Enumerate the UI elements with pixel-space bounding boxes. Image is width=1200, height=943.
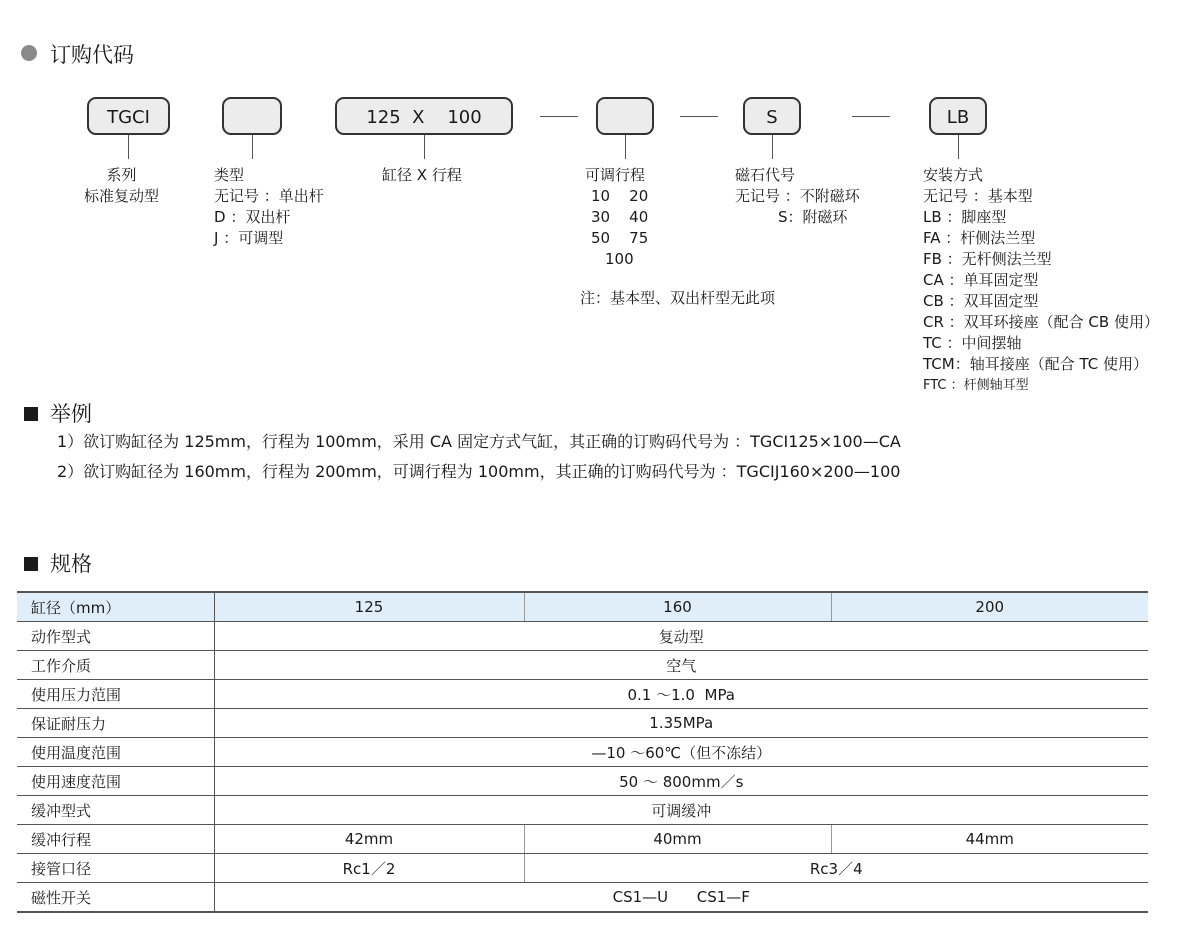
code-box-bore-stroke: 125 X 100	[335, 97, 513, 135]
table-row	[17, 767, 1148, 796]
magnet-desc-title: 磁石代号	[735, 166, 796, 184]
bullet-square-icon	[24, 557, 38, 571]
connector-line	[772, 135, 773, 159]
table-row	[17, 738, 1148, 767]
series-description	[84, 165, 159, 207]
bullet-circle-icon	[21, 45, 37, 61]
bullet-square-icon	[24, 407, 38, 421]
code-box-mount: LB	[929, 97, 987, 135]
table-row	[17, 825, 1148, 854]
adjust-desc-title: 可调行程	[585, 166, 646, 184]
code-box-adjustable	[596, 97, 654, 135]
type-desc-title: 类型	[214, 166, 245, 184]
row-value: 复动型	[214, 622, 1148, 651]
row-value: 42mm	[214, 825, 524, 854]
header-col: 125	[214, 592, 524, 622]
code-dash	[852, 116, 890, 117]
order-code-heading: 订购代码	[50, 43, 134, 67]
row-label: 缓冲型式	[17, 796, 214, 825]
example-item: 1）欲订购缸径为 125mm，行程为 100mm，采用 CA 固定方式气缸，其正确的订购码代号为 ：TGCI125×100—CA	[57, 432, 901, 451]
magnet-description	[735, 165, 860, 228]
mount-description	[923, 165, 1159, 396]
header-col: 160	[524, 592, 831, 622]
connector-line	[424, 135, 425, 159]
row-label: 动作型式	[17, 622, 214, 651]
mount-desc-line: CR ：双耳环接座（配合 CB 使用）	[923, 313, 1159, 331]
mount-desc-line: 无记号 ：基本型	[923, 187, 1033, 205]
row-value: —10 ～60℃（但不冻结）	[214, 738, 1148, 767]
adjust-desc-line: 50 75	[591, 229, 649, 247]
table-header-row	[17, 592, 1148, 622]
adjustable-stroke-description	[585, 165, 648, 270]
mount-desc-line: FA ：杆侧法兰型	[923, 229, 1036, 247]
row-label: 磁性开关	[17, 883, 214, 913]
mount-desc-line: CA ：单耳固定型	[923, 271, 1039, 289]
row-label: 缓冲行程	[17, 825, 214, 854]
row-value: Rc3／4	[524, 854, 1148, 883]
row-label: 使用压力范围	[17, 680, 214, 709]
magnet-desc-line: 无记号 ：不附磁环	[735, 187, 860, 205]
row-value: 0.1 ～1.0 MPa	[214, 680, 1148, 709]
row-label: 保证耐压力	[17, 709, 214, 738]
mount-desc-line: CB ：双耳固定型	[923, 292, 1039, 310]
type-desc-line: 无记号 ：单出杆	[214, 187, 324, 205]
table-row	[17, 854, 1148, 883]
connector-line	[252, 135, 253, 159]
bore-stroke-description: 缸径 X 行程	[382, 166, 462, 184]
type-description	[214, 165, 324, 249]
row-value: 50 ～ 800mm／s	[214, 767, 1148, 796]
series-desc-title: 系列	[106, 166, 137, 184]
table-row	[17, 680, 1148, 709]
code-dash	[680, 116, 718, 117]
example-item: 2）欲订购缸径为 160mm，行程为 200mm，可调行程为 100mm，其正确的订购码代号为 ：TGCIJ160×200—100	[57, 462, 901, 481]
mount-desc-line: FB ：无杆侧法兰型	[923, 250, 1052, 268]
code-box-series: TGCI	[87, 97, 170, 135]
table-row	[17, 622, 1148, 651]
connector-line	[958, 135, 959, 159]
code-box-magnet: S	[743, 97, 801, 135]
row-value: CS1—U CS1—F	[214, 883, 1148, 913]
examples-heading: 举例	[50, 402, 92, 426]
series-desc-line: 标准复动型	[84, 187, 160, 205]
row-value: 1.35MPa	[214, 709, 1148, 738]
connector-line	[128, 135, 129, 159]
magnet-desc-line: S：附磁环	[778, 208, 848, 226]
row-label: 使用速度范围	[17, 767, 214, 796]
code-box-type	[222, 97, 282, 135]
table-row	[17, 709, 1148, 738]
mount-desc-line: TCM：轴耳接座（配合 TC 使用）	[923, 355, 1148, 373]
table-row	[17, 651, 1148, 680]
mount-desc-title: 安装方式	[923, 166, 984, 184]
type-desc-line: J ：可调型	[214, 229, 284, 247]
code-dash	[540, 116, 578, 117]
mount-desc-line: TC ：中间摆轴	[923, 334, 1022, 352]
row-label: 接管口径	[17, 854, 214, 883]
table-row	[17, 796, 1148, 825]
row-value: 40mm	[524, 825, 831, 854]
row-value: 空气	[214, 651, 1148, 680]
spec-heading: 规格	[50, 552, 92, 576]
row-label: 使用温度范围	[17, 738, 214, 767]
order-note: 注：基本型、双出杆型无此项	[580, 289, 776, 307]
header-label: 缸径（mm）	[17, 592, 214, 622]
adjust-desc-line: 10 20	[591, 187, 649, 205]
adjust-desc-line: 100	[605, 250, 634, 268]
row-value: 可调缓冲	[214, 796, 1148, 825]
mount-desc-line: LB ：脚座型	[923, 208, 1007, 226]
spec-table	[17, 591, 1148, 913]
row-label: 工作介质	[17, 651, 214, 680]
row-value: Rc1／2	[214, 854, 524, 883]
header-col: 200	[831, 592, 1148, 622]
connector-line	[625, 135, 626, 159]
adjust-desc-line: 30 40	[591, 208, 649, 226]
row-value: 44mm	[831, 825, 1148, 854]
table-row	[17, 883, 1148, 913]
mount-desc-line: FTC ：杆侧轴耳型	[923, 378, 1029, 393]
type-desc-line: D ：双出杆	[214, 208, 291, 226]
